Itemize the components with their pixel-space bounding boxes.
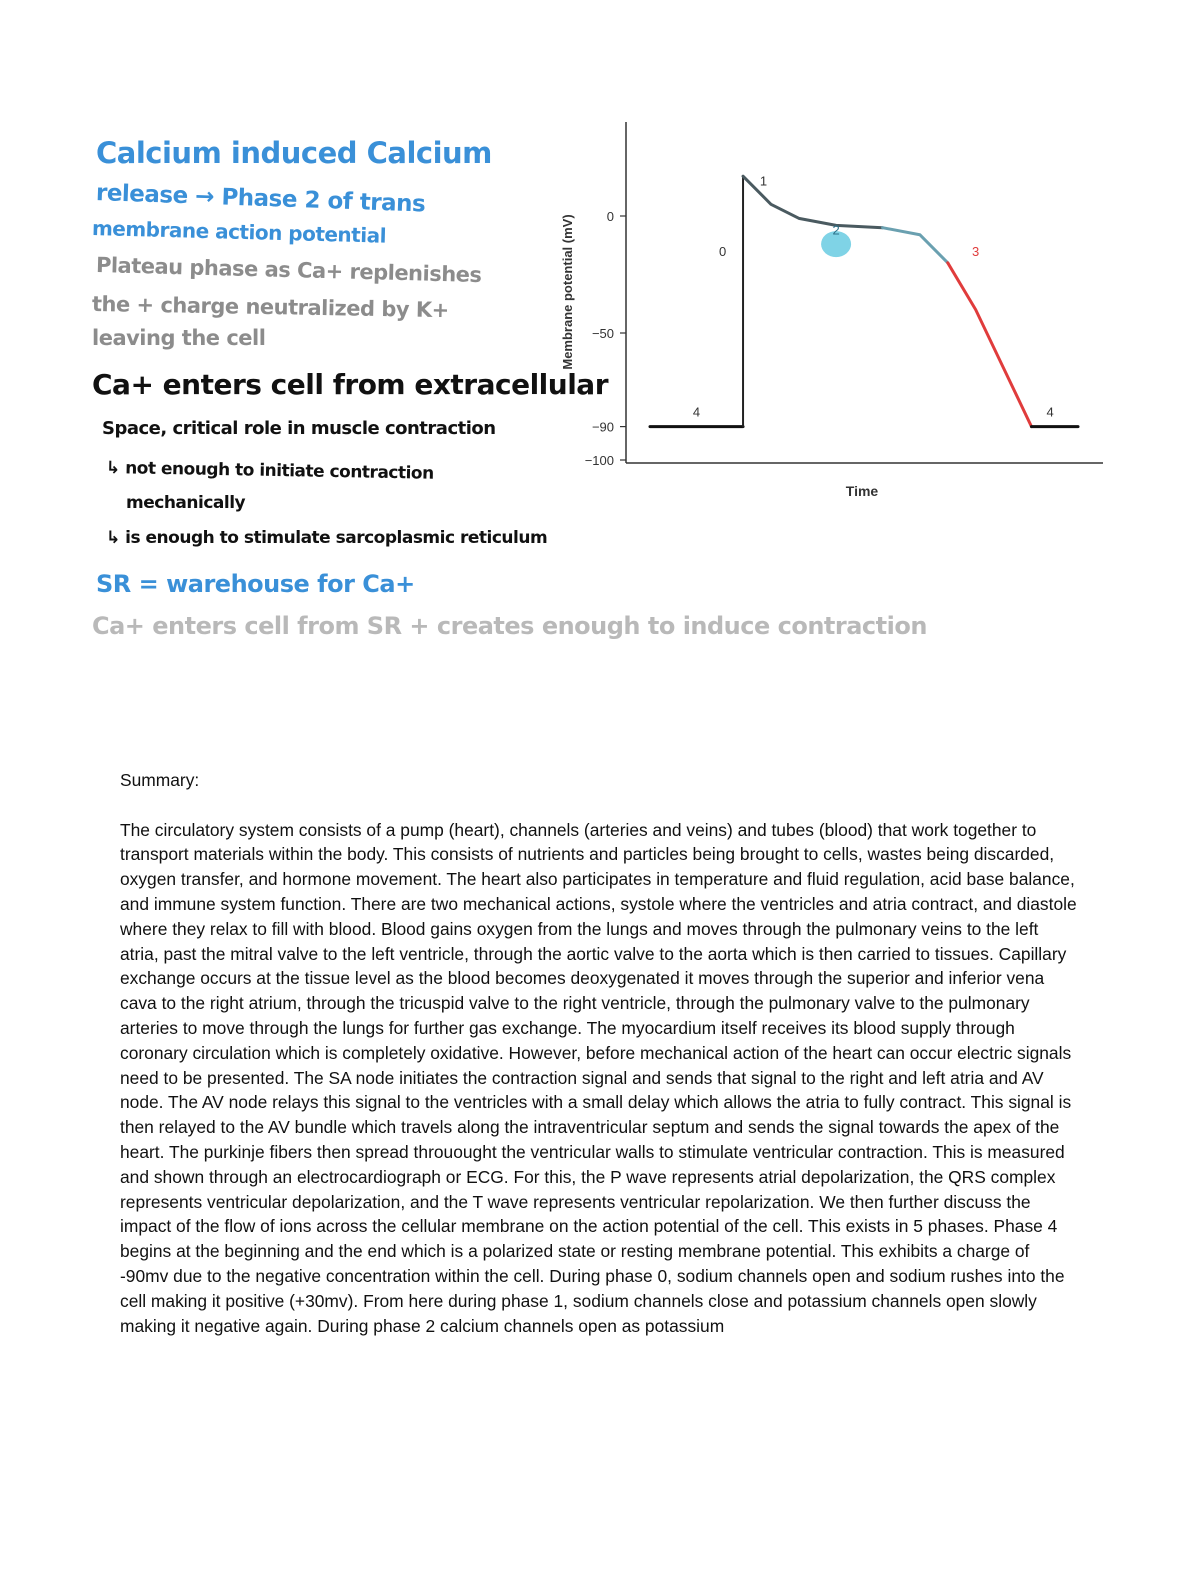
note-line: mechanically <box>126 493 246 513</box>
note-line: Calcium induced Calcium <box>96 136 492 170</box>
y-tick-label: 0 <box>606 209 614 224</box>
phase-label: 2 <box>832 222 840 238</box>
action-potential-chart <box>550 112 1120 512</box>
summary-section <box>120 768 1080 1338</box>
summary-heading: Summary: <box>120 770 200 790</box>
note-line: release → Phase 2 of trans <box>95 180 426 218</box>
summary-body: The circulatory system consists of a pump (heart), channels (arteries and veins) and tubes (blood) that work together to transport materials within the body. This consists of nutrients and particles being brought to cells, wastes being discarded, oxygen transfer, and hormone movement. The heart also participates in temperature and fluid regulation, acid base balance, and immune system function. There are two mechanical actions, systole where the ventricles and atria contract, and diastole where they relax to fill with blood. Blood gains oxygen from the lungs and moves through the pulmonary veins to the left atria, past the mitral valve to the left ventricle, through the aortic valve to the aorta which is then carried to tissues. Capillary exchange occurs at the tissue level as the blood becomes deoxygenated it moves through the superior and inferior vena cava to the right atrium, through the tricuspid valve to the right ventricle, through the pulmonary valve to the pulmonary arteries to move through the lungs for further gas exchange. The myocardium itself receives its blood supply through coronary circulation which is completely oxidative. However, before mechanical action of the heart can occur electric signals need to be presented. The SA node initiates the contraction signal and sends that signal to the right and left atria and AV node. The AV node relays this signal to the ventricles with a small delay which allows the atria to fully contract. This signal is then relayed to the AV bundle which travels along the intraventricular septum and sends the signal towards the apex of the heart. The purkinje fibers then spread throuought the ventricular walls to stimulate ventricular contraction. This is measured and shown through an electrocardiograph or ECG. For this, the P wave represents atrial depolarization, the QRS complex represents ventricular depolarization, and the T wave represents ventricular repolarization. We then further discuss the impact of the flow of ions across the cellular membrane on the action potential of the cell. This exists in 5 phases. Phase 4 begins at the beginning and the end which is a polarized state or resting membrane potential. This exhibits a charge of -90mv due to the negative concentration within the cell. During phase 0, sodium channels open and sodium rushes into the cell making it positive (+30mv). From here during phase 1, sodium channels close and potassium channels open slowly making it negative again. During phase 2 calcium channels open as potassium <box>120 819 1077 1336</box>
phase-label: 4 <box>1046 404 1054 420</box>
phase-3-repolarization <box>948 263 1032 427</box>
y-tick-label: −100 <box>584 453 614 468</box>
y-tick-label: −90 <box>591 419 614 435</box>
phase-2-plateau <box>883 228 948 263</box>
y-axis-label: Membrane potential (mV) <box>560 214 575 370</box>
note-line: Space, critical role in muscle contraction <box>102 418 496 439</box>
note-line: leaving the cell <box>92 326 266 350</box>
note-line: SR = warehouse for Ca+ <box>96 570 415 598</box>
note-line: Ca+ enters cell from extracellular <box>92 368 609 401</box>
note-line: ↳ is enough to stimulate sarcoplasmic reticulum <box>106 528 548 548</box>
phase-label: 3 <box>972 243 980 259</box>
note-line: ↳ not enough to initiate contraction <box>105 458 434 484</box>
x-axis-label: Time <box>845 483 879 499</box>
note-line: Plateau phase as Ca+ replenishes <box>95 253 482 288</box>
note-line: Ca+ enters cell from SR + creates enough to induce contraction <box>92 612 927 640</box>
phase-label: 1 <box>759 173 768 189</box>
phase-label: 0 <box>718 243 727 259</box>
y-tick-label: −50 <box>591 326 614 341</box>
phase-label: 4 <box>692 404 701 420</box>
note-line: membrane action potential <box>91 216 387 248</box>
note-line: the + charge neutralized by K+ <box>91 292 449 323</box>
